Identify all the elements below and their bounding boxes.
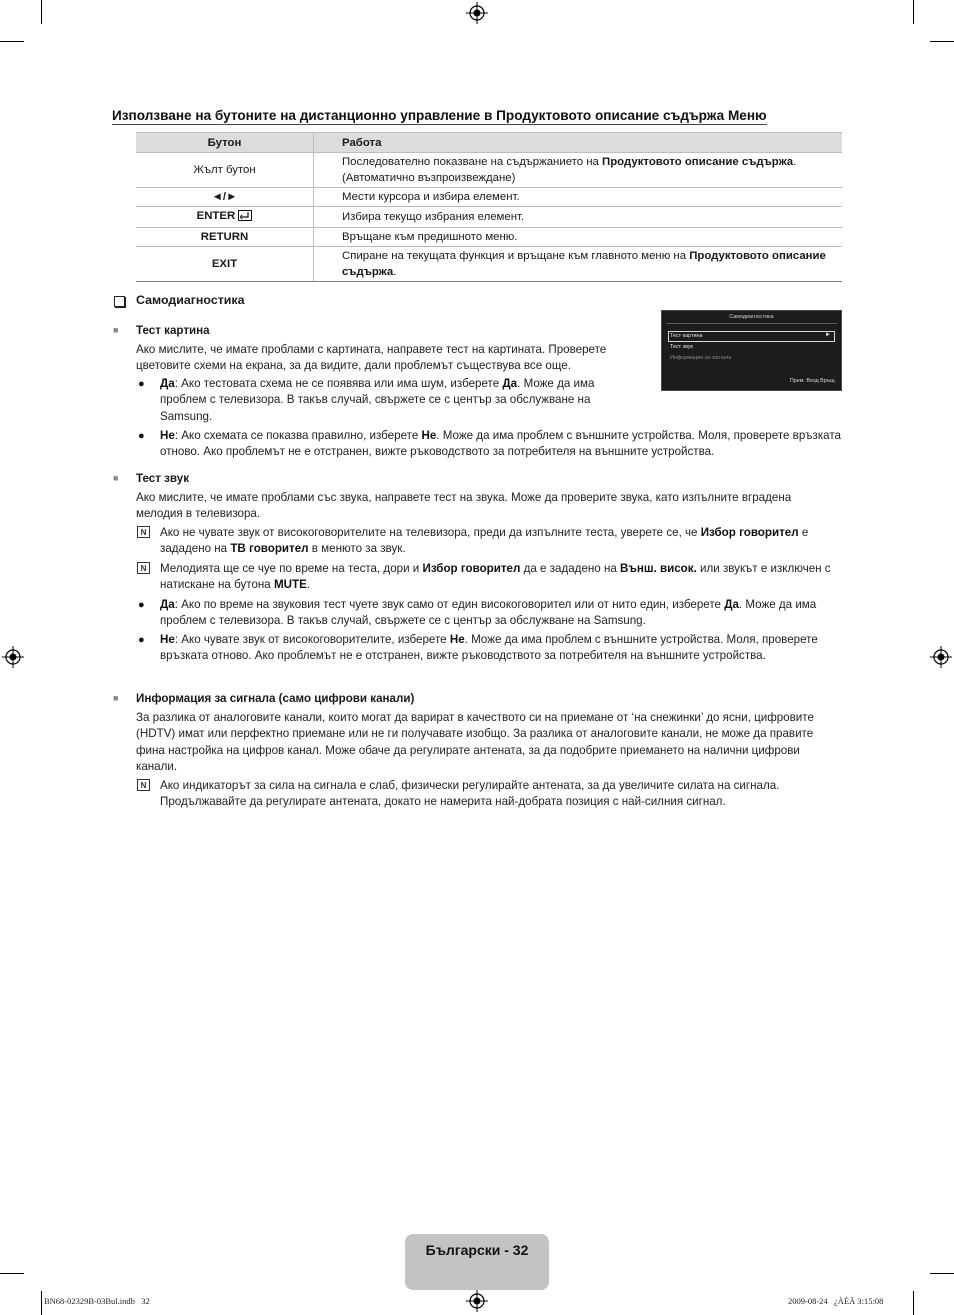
tv-menu-item: Информация за сигнала [670,355,732,361]
tv-menu-footer: Прем. Вход Връщ. [789,378,836,384]
paragraph: Ако мислите, че имате проблами с картината, направете тест на картината. Проверете цветовите схеми на екрана, за да видите, дали проблемът съществува все още. [136,343,607,373]
remote-buttons-table [136,132,842,282]
square-bullet-icon: ■ [113,473,119,483]
registration-mark-icon [930,646,952,668]
action-cell: Последователно показване на съдържанието на Продуктовото описание съдържа. (Автоматично възпроизвеждане) [314,153,843,188]
crop-mark [930,1273,954,1274]
bullet-text: Не: Ако чувате звук от високоговорителите, изберете Не. Може да има проблем с външните устройства. Моля, проверете връзката отново. Ако проблемът не е отстранен, вижте ръководството за потребителя на външните устройства. [160,633,818,663]
svg-text:N: N [140,528,147,537]
tv-menu-item: Тест звук [670,344,693,350]
checkbox-icon [114,296,125,307]
registration-mark-icon [466,1290,488,1312]
note-icon [137,779,150,791]
crop-mark [41,0,42,24]
crop-mark [0,1273,24,1274]
bullet-icon: ● [138,599,145,611]
table-row [136,153,842,188]
table-row [136,188,842,207]
crop-mark [41,1291,42,1315]
bullet-text: Да: Ако по време на звуковия тест чуете звук само от един високоговорител или от нито един, изберете Да. Може да има проблем с телевизора. В такъв случай, свържете се с център за обслужване на Samsung. [160,598,817,628]
table-row [136,207,842,228]
arrow-right-icon: ► [825,332,831,338]
crop-mark [930,41,954,42]
button-cell: ◄/► [136,188,314,207]
note-icon [137,562,150,574]
table-row [136,228,842,247]
bullet-icon: ● [138,378,145,390]
square-bullet-icon: ■ [113,693,119,703]
column-header-button: Бутон [136,133,314,153]
action-cell: Избира текущо избрания елемент. [314,207,843,228]
registration-mark-icon [466,2,488,24]
button-cell: EXIT [136,247,314,282]
note-text: Мелодията ще се чуе по време на теста, дори и Избор говорител да е зададено на Външ. висок. или звукът е изключен с натискане на бутона MUTE. [160,562,831,592]
svg-text:N: N [140,781,147,790]
svg-text:N: N [140,564,147,573]
crop-mark [913,0,914,24]
footer-file-info: BN68-02329B-03Bul.indb 32 [44,1296,150,1306]
bullet-icon: ● [138,634,145,646]
crop-mark [0,41,24,42]
button-cell: Жълт бутон [136,153,314,188]
note-icon [137,526,150,538]
crop-mark [913,1291,914,1315]
tv-menu-title: Самодиагностика [729,314,774,320]
table-row [136,247,842,282]
table-header-row [136,133,842,153]
bullet-text: Не: Ако схемата се показва правилно, изберете Не. Може да има проблем с външните устройства. Моля, проверете връзката отново. Ако проблемът не е отстранен, вижте ръководството за потребителя на външните устройства. [160,429,841,459]
footer-date-info: 2009-08-24 ¿ÀÈÄ 3:15:08 [788,1296,884,1306]
bullet-text: Да: Ако тестовата схема не се появява или има шум, изберете Да. Може да има проблем с телевизора. В такъв случай, свържете се с център за обслужване на Samsung. [160,377,595,423]
subsection-title: Тест звук [136,472,189,485]
divider [666,323,837,324]
square-bullet-icon: ■ [113,325,119,335]
subsection-title: Тест картина [136,324,210,337]
tv-menu-screenshot [661,310,842,391]
page-number-label: Български - 32 [405,1234,549,1290]
subsection-title: Информация за сигнала (само цифрови канали) [136,692,415,705]
action-cell: Мести курсора и избира елемент. [314,188,843,207]
note-text: Ако не чувате звук от високоговорителите на телевизора, преди да изпълните теста, уверете се, че Избор говорител е зададено на ТВ говорител в менюто за звук. [160,526,809,556]
page-title: Използване на бутоните на дистанционно управление в Продуктовото описание съдържа Меню [112,108,767,123]
registration-mark-icon [2,646,24,668]
button-cell: RETURN [136,228,314,247]
action-cell: Връщане към предишното меню. [314,228,843,247]
paragraph: За разлика от аналоговите канали, които могат да варират в качеството си на приемане от ‘на снежинки’ до ясни, цифровите (HDTV) имат или перфектно приемане или не ги получавате изобщо. За разлика от аналоговите канали, не може да правите фина настройка на цифров канал. Може обаче да регулирате антената, за да подобрите приемането на налични цифрови канали. [136,711,814,774]
note-text: Ако индикаторът за сила на сигнала е слаб, физически регулирайте антената, за да увеличите силата на сигнала. Продължавайте да регулирате антената, докато не намерита най-добрата позиция с най-силния сигнал. [160,779,780,809]
paragraph: Ако мислите, че имате проблами със звука, направете тест на звука. Може да проверите звука, като изпълните вградена мелодия в телевизора. [136,491,792,521]
enter-key-icon [238,210,252,226]
button-cell: ENTER [136,207,314,228]
action-cell: Спиране на текущата функция и връщане към главното меню на Продуктовото описание съдържа. [314,247,843,282]
section-title: Самодиагностика [136,293,245,307]
tv-menu-item: Тест картина [670,333,703,339]
column-header-action: Работа [314,133,843,153]
bullet-icon: ● [138,430,145,442]
